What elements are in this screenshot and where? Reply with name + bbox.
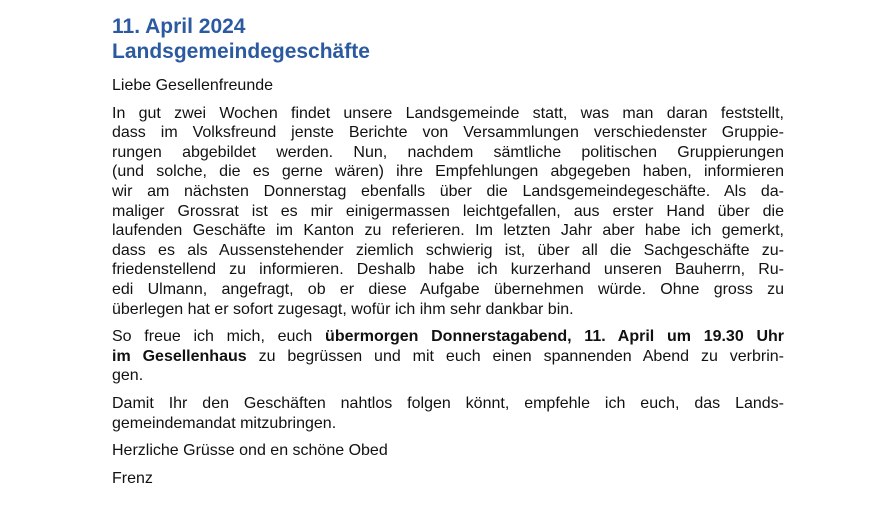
paragraph-line: dass im Volksfreund jenste Berichte von Versammlungen verschiedenster Gruppie- [112, 124, 784, 142]
paragraph-line: laufenden Geschäfte im Kanton zu referieren. Im letzten Jahr aber habe ich gemerkt, [112, 222, 784, 240]
paragraph-invitation [112, 327, 784, 386]
signature: Frenz [112, 469, 153, 487]
paragraph-announcement [112, 104, 784, 320]
paragraph-line: gemeindemandat mitzubringen. [112, 414, 337, 432]
paragraph-line: friedenstellend zu informieren. Deshalb habe ich kurzerhand unseren Bauherrn, Ru- [112, 261, 784, 279]
paragraph-recommendation [112, 394, 784, 433]
paragraph-line: Damit Ihr den Geschäften nahtlos folgen könnt, empfehle ich euch, das Lands- [112, 394, 784, 412]
paragraph-line: edi Ulmann, angefragt, ob er diese Aufgabe übernehmen würde. Ohne gross zu [112, 280, 784, 298]
paragraph-line [112, 327, 784, 347]
paragraph-line: überlegen hat er sofort zugesagt, wofür ich ihm sehr dankbar bin. [112, 300, 574, 318]
invitation-intro: So freue ich mich, euch [112, 328, 326, 346]
paragraph-line: (und solche, die es gerne wären) ihre Empfehlungen abgegeben haben, informieren [112, 163, 784, 181]
paragraph-line: rungen abgebildet werden. Nun, nachdem sämtliche politischen Gruppierungen [112, 143, 784, 161]
event-location: im Gesellenhaus [112, 347, 247, 365]
closing: Herzliche Grüsse ond en schöne Obed [112, 442, 388, 460]
invitation-rest: zu begrüssen und mit euch einen spannenden Abend zu verbrin- [246, 347, 784, 365]
event-datetime: übermorgen Donnerstagabend, 11. April um 19.30 Uhr [325, 328, 785, 346]
paragraph-line [112, 347, 784, 367]
paragraph-line: In gut zwei Wochen findet unsere Landsgemeinde statt, was man daran feststellt, [112, 104, 784, 122]
paragraph-line: maliger Grossrat ist es mir einigermassen leichtgefallen, aus erster Hand über die [112, 202, 784, 220]
paragraph-line: dass es als Aussenstehender ziemlich schwierig ist, über all die Sachgeschäfte zu- [112, 241, 784, 259]
paragraph-line: wir am nächsten Donnerstag ebenfalls über die Landsgemeindegeschäfte. Als da- [112, 182, 784, 200]
salutation: Liebe Gesellenfreunde [112, 77, 274, 94]
letter-date: 11. April 2024 [112, 15, 246, 38]
letter-heading [112, 14, 784, 64]
paragraph-line: gen. [112, 367, 144, 385]
letter-page [112, 14, 784, 496]
letter-body [112, 76, 784, 488]
letter-subject: Landsgemeindegeschäfte [112, 40, 370, 63]
